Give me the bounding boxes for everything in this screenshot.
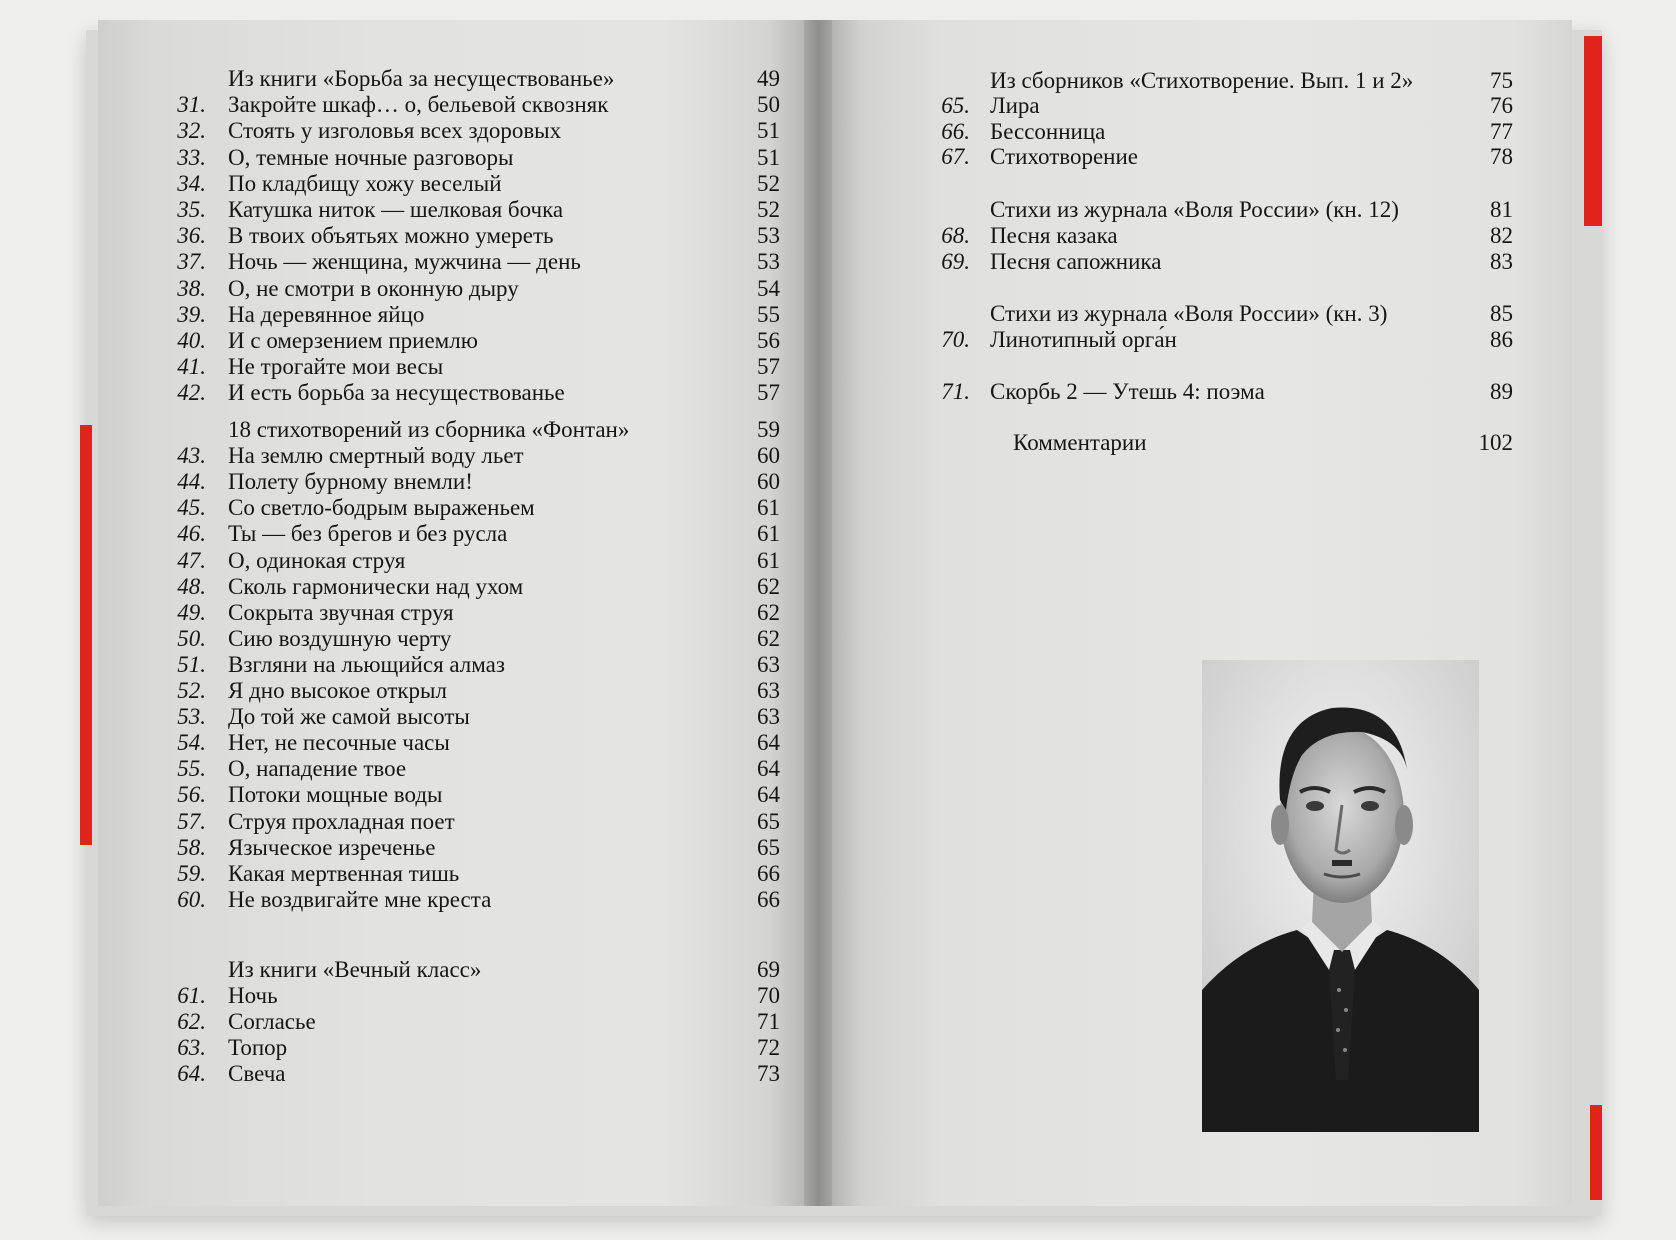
toc-entry-title: Топор <box>228 1035 288 1060</box>
toc-entry-title: Бессонница <box>990 119 1106 144</box>
toc-entry-title: Лира <box>990 93 1040 118</box>
toc-entry <box>937 223 1513 249</box>
toc-entry-title: Из книги «Борьба за несуществованье» <box>228 66 615 91</box>
toc-entry-page: 64 <box>757 730 780 756</box>
toc-entry-title: Полету бурному внемли! <box>228 469 473 495</box>
toc-entry-title: Стоять у изголовья всех здоровых <box>228 118 562 144</box>
toc-entry-title: Песня сапожника <box>990 249 1162 274</box>
toc-entry-title: Песня казака <box>990 223 1118 248</box>
toc-entry <box>168 652 780 678</box>
toc-entry-number: 40. <box>177 328 206 353</box>
toc-entry-number: 62. <box>177 1009 206 1034</box>
toc-entry-number: 46. <box>177 521 206 547</box>
toc-entry-page: 65 <box>757 808 780 834</box>
toc-entry <box>168 145 780 171</box>
toc-entry-number: 64. <box>177 1061 206 1086</box>
toc-entry-page: 62 <box>757 625 780 651</box>
toc-entry-number: 36. <box>177 223 206 249</box>
toc-entry-number: 42. <box>177 380 206 406</box>
toc-entry-page: 73 <box>757 1061 780 1086</box>
toc-entry-number: 47. <box>177 547 206 573</box>
toc-entry <box>168 380 780 406</box>
toc-entry <box>168 92 780 118</box>
toc-entry-title: Со светло-бодрым выраженьем <box>228 495 535 521</box>
toc-entry-page: 78 <box>1490 144 1513 169</box>
toc-entry-title: О, одинокая струя <box>228 547 406 573</box>
toc-entry-title: О, не смотри в оконную дыру <box>228 275 519 301</box>
toc-entry-number: 38. <box>177 275 206 301</box>
toc-entry <box>168 443 780 469</box>
toc-entry-page: 61 <box>757 495 780 521</box>
toc-entry <box>168 1061 780 1087</box>
toc-entry-number: 67. <box>941 144 970 169</box>
toc-entry-title: В твоих объятьях можно умереть <box>228 223 554 249</box>
toc-entry-page: 63 <box>757 704 780 730</box>
toc-entry-number: 59. <box>177 860 206 886</box>
toc-entry-page: 54 <box>757 275 780 301</box>
commentary-title: Комментарии <box>1013 430 1147 455</box>
toc-entry-page: 64 <box>757 756 780 782</box>
portrait-photo <box>1202 660 1479 1132</box>
toc-entry-title: Стихи из журнала «Воля России» (кн. 12) <box>990 197 1399 222</box>
toc-entry-title: Сию воздушную черту <box>228 625 452 651</box>
toc-entry <box>168 118 780 144</box>
toc-entry-page: 76 <box>1490 93 1513 118</box>
toc-entry-number: 71. <box>941 379 970 404</box>
toc-entry-page: 75 <box>1490 68 1513 93</box>
toc-entry-page: 52 <box>757 197 780 222</box>
toc-entry-page: 62 <box>757 599 780 625</box>
toc-entry-title: Языческое изреченье <box>228 834 436 860</box>
toc-entry-number: 56. <box>177 782 206 808</box>
toc-entry-number: 32. <box>177 118 206 144</box>
toc-entry-page: 59 <box>757 417 780 442</box>
toc-entry-title: Потоки мощные воды <box>228 782 443 808</box>
toc-entry-page: 64 <box>757 782 780 808</box>
toc-entry-number: 45. <box>177 495 206 521</box>
toc-entry-title: На деревянное яйцо <box>228 301 425 327</box>
toc-entry-number: 68. <box>941 223 970 248</box>
toc-entry-page: 77 <box>1490 119 1513 144</box>
toc-entry <box>168 835 780 861</box>
toc-entry-number: 54. <box>177 730 206 756</box>
toc-section-heading <box>937 301 1513 327</box>
toc-entry-title: И есть борьба за несуществованье <box>228 380 565 406</box>
toc-entry-page: 53 <box>757 223 780 249</box>
toc-entry-title: Я дно высокое открыл <box>228 678 447 703</box>
toc-entry-page: 86 <box>1490 327 1513 352</box>
toc-entry-title: Ночь <box>228 983 278 1008</box>
toc-entry <box>168 302 780 328</box>
toc-entry <box>937 379 1513 405</box>
toc-entry-page: 85 <box>1490 301 1513 326</box>
toc-entry <box>168 887 780 913</box>
portrait-image <box>1202 660 1479 1132</box>
toc-entry-title: Стихотворение <box>990 144 1139 169</box>
toc-entry-page: 71 <box>757 1009 780 1034</box>
toc-entry <box>168 197 780 223</box>
toc-entry <box>168 730 780 756</box>
toc-entry-number: 70. <box>941 327 970 352</box>
toc-entry <box>168 223 780 249</box>
toc-entry-number: 50. <box>177 625 206 651</box>
toc-entry <box>168 574 780 600</box>
toc-entry-number: 69. <box>941 249 970 274</box>
toc-entry-number: 43. <box>177 443 206 469</box>
toc-entry-number: 66. <box>941 119 970 144</box>
toc-entry <box>937 327 1513 353</box>
toc-entry-number: 35. <box>177 197 206 222</box>
toc-entry-title: Линотипный орга́н <box>990 327 1177 352</box>
toc-entry-title: Ты — без брегов и без русла <box>228 521 508 547</box>
toc-entry <box>168 328 780 354</box>
toc-entry-title: И с омерзением приемлю <box>228 328 478 353</box>
toc-entry-title: Стихи из журнала «Воля России» (кн. 3) <box>990 301 1388 326</box>
toc-entry-title: На землю смертный воду льет <box>228 443 524 469</box>
commentary-page: 102 <box>1478 430 1513 455</box>
toc-entry-page: 61 <box>757 521 780 547</box>
toc-entry <box>168 1035 780 1061</box>
cover-edge-left <box>80 425 92 845</box>
toc-entry-number: 34. <box>177 170 206 196</box>
toc-entry-number: 51. <box>177 651 206 677</box>
commentary-entry <box>1013 430 1513 456</box>
toc-entry-number: 52. <box>177 678 206 703</box>
toc-entry-page: 53 <box>757 249 780 275</box>
toc-entry-page: 62 <box>757 573 780 599</box>
toc-entry-number: 58. <box>177 834 206 860</box>
toc-section-heading <box>168 957 780 983</box>
toc-entry-page: 70 <box>757 983 780 1008</box>
toc-entry-title: До той же самой высоты <box>228 704 470 730</box>
toc-entry <box>168 626 780 652</box>
toc-entry-page: 72 <box>757 1035 780 1060</box>
toc-entry <box>168 354 780 380</box>
toc-entry-page: 63 <box>757 651 780 677</box>
toc-entry-title: Согласье <box>228 1009 316 1034</box>
toc-entry-title: Сколь гармонически над ухом <box>228 573 524 599</box>
toc-entry-page: 60 <box>757 469 780 495</box>
toc-entry-number: 65. <box>941 93 970 118</box>
toc-entry <box>168 600 780 626</box>
toc-entry-title: Из книги «Вечный класс» <box>228 957 482 982</box>
toc-entry-title: 18 стихотворений из сборника «Фонтан» <box>228 417 630 442</box>
toc-section-heading <box>168 417 780 443</box>
toc-entry-page: 51 <box>757 118 780 144</box>
toc-section-heading <box>168 66 780 92</box>
toc-entry-page: 52 <box>757 170 780 196</box>
toc-entry-title: О, нападение твое <box>228 756 407 782</box>
cover-edge-right-bottom <box>1590 1105 1602 1200</box>
toc-entry-title: Не трогайте мои весы <box>228 354 444 380</box>
toc-entry <box>168 469 780 495</box>
toc-entry-page: 89 <box>1490 379 1513 404</box>
toc-entry-page: 83 <box>1490 249 1513 274</box>
toc-entry-number: 63. <box>177 1035 206 1060</box>
toc-entry-title: Катушка ниток — шелковая бочка <box>228 197 564 222</box>
toc-section-heading <box>937 68 1513 94</box>
toc-entry <box>168 809 780 835</box>
toc-entry <box>168 704 780 730</box>
toc-entry-page: 61 <box>757 547 780 573</box>
toc-entry-page: 63 <box>757 678 780 703</box>
toc-entry-number: 60. <box>177 886 206 912</box>
toc-entry-title: Нет, не песочные часы <box>228 730 450 756</box>
toc-entry-page: 81 <box>1490 197 1513 222</box>
toc-entry <box>168 861 780 887</box>
cover-edge-right-top <box>1584 36 1602 226</box>
toc-entry-page: 57 <box>757 380 780 406</box>
toc-entry-number: 37. <box>177 249 206 275</box>
toc-entry <box>168 171 780 197</box>
toc-entry-page: 60 <box>757 443 780 469</box>
toc-entry-page: 50 <box>757 92 780 118</box>
toc-entry-number: 33. <box>177 144 206 170</box>
toc-entry-title: Скорбь 2 — Утешь 4: поэма <box>990 379 1265 404</box>
toc-entry-number: 48. <box>177 573 206 599</box>
toc-entry-page: 51 <box>757 144 780 170</box>
toc-entry-page: 55 <box>757 301 780 327</box>
toc-entry-page: 57 <box>757 354 780 380</box>
toc-entry-number: 61. <box>177 983 206 1008</box>
toc-entry-title: Из сборников «Стихотворение. Вып. 1 и 2» <box>990 68 1414 93</box>
toc-entry <box>937 144 1513 170</box>
toc-entry-title: Ночь — женщина, мужчина — день <box>228 249 581 275</box>
toc-entry <box>168 782 780 808</box>
left-page <box>98 20 804 1206</box>
toc-entry-number: 41. <box>177 354 206 380</box>
toc-entry-page: 56 <box>757 328 780 353</box>
toc-entry-title: Струя прохладная поет <box>228 808 455 834</box>
toc-entry-number: 39. <box>177 301 206 327</box>
toc-entry <box>168 983 780 1009</box>
toc-entry <box>168 495 780 521</box>
toc-entry-title: Какая мертвенная тишь <box>228 860 460 886</box>
toc-entry-page: 66 <box>757 886 780 912</box>
toc-entry-title: Свеча <box>228 1061 286 1086</box>
toc-entry <box>937 93 1513 119</box>
book-gutter <box>804 20 832 1206</box>
toc-entry-title: Не воздвигайте мне креста <box>228 886 492 912</box>
toc-entry <box>168 678 780 704</box>
toc-entry <box>937 119 1513 145</box>
toc-section-heading <box>937 197 1513 223</box>
toc-entry <box>168 548 780 574</box>
toc-entry-number: 31. <box>177 92 206 118</box>
toc-entry <box>937 249 1513 275</box>
toc-entry-page: 69 <box>757 957 780 982</box>
toc-entry <box>168 521 780 547</box>
toc-entry-title: О, темные ночные разговоры <box>228 144 514 170</box>
toc-entry-title: По кладбищу хожу веселый <box>228 170 502 196</box>
toc-entry-page: 82 <box>1490 223 1513 248</box>
toc-entry-number: 55. <box>177 756 206 782</box>
toc-entry-number: 53. <box>177 704 206 730</box>
toc-entry-title: Закройте шкаф… о, бельевой сквозняк <box>228 92 609 118</box>
toc-entry-title: Взгляни на льющийся алмаз <box>228 651 505 677</box>
toc-entry <box>168 276 780 302</box>
toc-entry-page: 49 <box>757 66 780 91</box>
toc-entry-number: 57. <box>177 808 206 834</box>
toc-entry-page: 66 <box>757 860 780 886</box>
toc-entry-page: 65 <box>757 834 780 860</box>
toc-entry-number: 49. <box>177 599 206 625</box>
toc-entry <box>168 249 780 275</box>
toc-entry <box>168 756 780 782</box>
toc-entry <box>168 1009 780 1035</box>
toc-entry-title: Сокрыта звучная струя <box>228 599 454 625</box>
toc-entry-number: 44. <box>177 469 206 495</box>
